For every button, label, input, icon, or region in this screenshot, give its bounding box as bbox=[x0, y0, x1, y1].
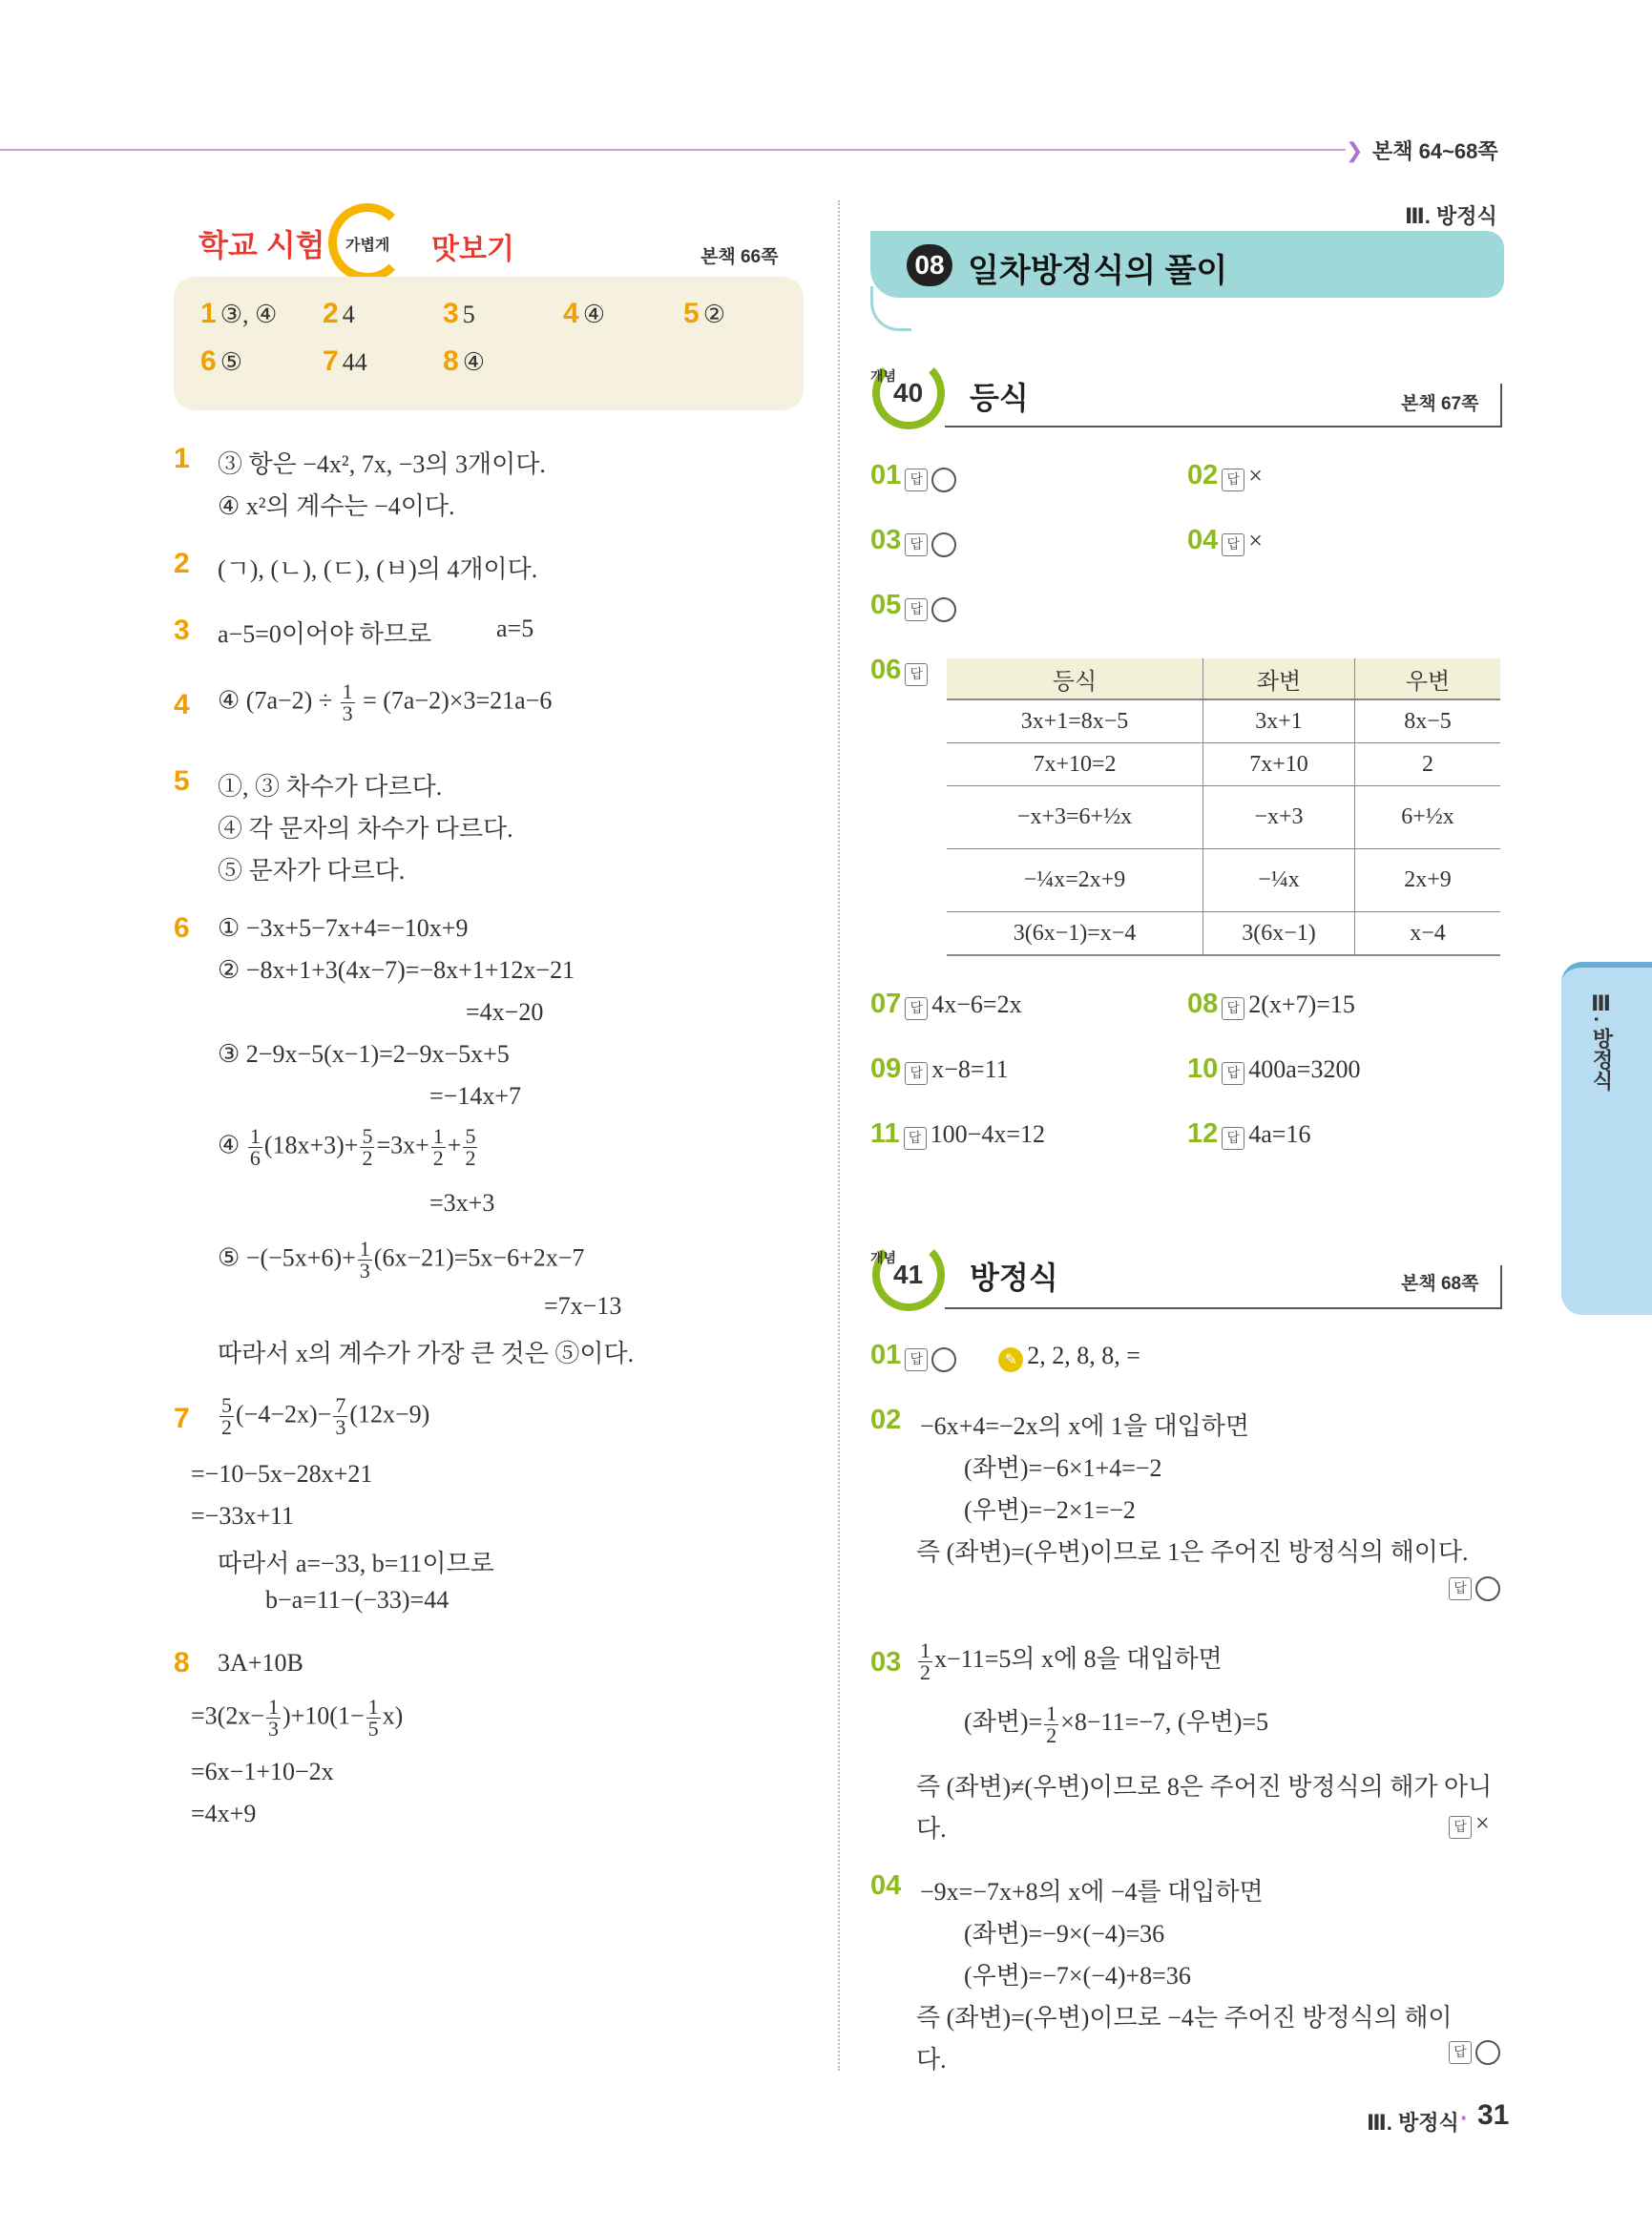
concept40-num: 40 bbox=[893, 378, 924, 407]
c40-q04: 04 답 × bbox=[1187, 525, 1263, 555]
c41-q02-line4: 즉 (좌변)=(우변)이므로 1은 주어진 방정식의 해이다. bbox=[916, 1538, 1469, 1566]
c41-q04-line2: (좌변)=−9×(−4)=36 bbox=[964, 1920, 1165, 1948]
side-tab-label: Ⅲ. 방정식 bbox=[1590, 992, 1614, 1092]
sol-num-6: 6 bbox=[174, 912, 190, 944]
sol6-line9: =7x−13 bbox=[544, 1292, 622, 1320]
sol7-line4: 따라서 a=−33, b=11이므로 bbox=[218, 1550, 494, 1577]
sol8-line2: =3(2x− $\frac{1}{3}$ )+10(1− $\frac{1}{5}$ x) bbox=[191, 1695, 404, 1741]
sol4-line: ④ (7a−2) ÷ $\frac{1}{3}$ = (7a−2)×3=21a−6 bbox=[218, 679, 553, 725]
concept41-label: 개념 bbox=[870, 1250, 897, 1265]
circle-mark-icon bbox=[1475, 1576, 1500, 1601]
column-divider bbox=[838, 200, 840, 2071]
table-row: 3x+1=8x−5 3x+1 8x−5 bbox=[947, 699, 1500, 743]
sol3-result: a=5 bbox=[496, 615, 534, 642]
answer-icon: 답 bbox=[905, 1062, 928, 1085]
sol2-line: (ㄱ), (ㄴ), (ㄷ), (ㅂ)의 4개이다. bbox=[218, 555, 538, 583]
header-ref: 본책 64~68쪽 bbox=[1372, 139, 1498, 163]
sol7-line2: =−10−5x−28x+21 bbox=[191, 1460, 373, 1488]
answer-icon: 답 bbox=[1449, 2041, 1472, 2064]
equation-table bbox=[947, 658, 1500, 956]
answer-icon: 답 bbox=[905, 469, 928, 491]
section-num: 08 bbox=[907, 244, 952, 286]
sol3-line: a−5=0이어야 하므로 bbox=[218, 620, 432, 648]
concept40-rule bbox=[945, 426, 1502, 427]
c41-q04-line4: 즉 (좌변)=(우변)이므로 −4는 주어진 방정식의 해이 bbox=[916, 2004, 1453, 2032]
sol6-line2: ② −8x+1+3(4x−7)=−8x+1+12x−21 bbox=[218, 956, 575, 984]
ans-4: 4 ④ bbox=[563, 298, 605, 329]
section-title: 일차방정식의 풀이 bbox=[968, 253, 1228, 289]
sol6-line4: ③ 2−9x−5(x−1)=2−9x−5x+5 bbox=[218, 1040, 510, 1068]
table-row: −x+3=6+½x −x+3 6+½x bbox=[947, 786, 1500, 849]
answer-icon: 답 bbox=[1449, 1577, 1472, 1600]
sol6-line3: =4x−20 bbox=[466, 998, 544, 1026]
c41-q03-num: 03 bbox=[870, 1647, 902, 1678]
quiz-title bbox=[199, 221, 325, 265]
title-part-1: 학교 시험 bbox=[199, 228, 325, 262]
c40-q10: 10 답 400a=3200 bbox=[1187, 1053, 1361, 1084]
sol1-line2: ④ x²의 계수는 −4이다. bbox=[218, 492, 455, 520]
footer-chapter: Ⅲ. 방정식 bbox=[1367, 2111, 1459, 2135]
c40-q09: 09 답 x−8=11 bbox=[870, 1053, 1009, 1084]
sol-num-1: 1 bbox=[174, 443, 190, 474]
sol8-line1: 3A+10B bbox=[218, 1649, 303, 1677]
header-rule bbox=[0, 149, 1346, 151]
sol6-line10: 따라서 x의 계수가 가장 큰 것은 ⑤이다. bbox=[218, 1340, 635, 1367]
sol-num-3: 3 bbox=[174, 615, 190, 646]
sol6-line7: =3x+3 bbox=[429, 1189, 495, 1217]
circle-mark-icon bbox=[931, 597, 956, 622]
concept40-title: 등식 bbox=[970, 381, 1029, 415]
sol8-line4: =4x+9 bbox=[191, 1800, 257, 1827]
quiz-ref: 본책 66쪽 bbox=[701, 247, 779, 267]
c41-q03-line4: 다. bbox=[916, 1815, 947, 1843]
table-header: 좌변 bbox=[1203, 658, 1355, 699]
answer-icon: 답 bbox=[904, 1127, 927, 1150]
answer-icon: 답 bbox=[1222, 1127, 1244, 1150]
c41-q04-num: 04 bbox=[870, 1870, 902, 1901]
answer-icon: 답 bbox=[1449, 1816, 1472, 1839]
ans-6: 6 ⑤ bbox=[200, 345, 242, 377]
c40-q02: 02 답 × bbox=[1187, 460, 1263, 490]
c41-q04-line5: 다. bbox=[916, 2046, 947, 2074]
ans-1: 1 ③, ④ bbox=[200, 298, 278, 329]
concept41-num: 41 bbox=[893, 1260, 924, 1289]
answer-icon: 답 bbox=[905, 598, 928, 621]
concept41-rule bbox=[945, 1307, 1502, 1309]
answer-icon: 답 bbox=[1222, 533, 1244, 556]
pencil-icon: ✎ bbox=[998, 1347, 1023, 1372]
title-part-3: 맛보기 bbox=[431, 234, 514, 265]
sol6-line1: ① −3x+5−7x+4=−10x+9 bbox=[218, 914, 469, 942]
c41-q02-num: 02 bbox=[870, 1405, 902, 1435]
footer-page-number: 31 bbox=[1477, 2099, 1510, 2131]
sol-num-4: 4 bbox=[174, 689, 190, 720]
circle-mark-icon bbox=[931, 468, 956, 492]
sol-num-2: 2 bbox=[174, 548, 190, 579]
table-row: −¼x=2x+9 −¼x 2x+9 bbox=[947, 849, 1500, 912]
sol-num-7: 7 bbox=[174, 1403, 190, 1434]
c41-q04-line3: (우변)=−7×(−4)+8=36 bbox=[964, 1962, 1191, 1990]
c41-q04-answer bbox=[1449, 2040, 1500, 2065]
sol6-line6: ④ $\frac{1}{6}$ (18x+3)+ $\frac{5}{2}$ =3x+ $\frac{1}{2}$ + $\frac{5}{2}$ bbox=[218, 1124, 476, 1170]
chapter-label: Ⅲ. 방정식 bbox=[1405, 204, 1497, 228]
c41-q03-line1: $\frac{1}{2}$ x−11=5의 x에 8을 대입하면 bbox=[920, 1637, 1223, 1684]
sol5-line2: ④ 각 문자의 차수가 다르다. bbox=[218, 815, 513, 843]
answer-icon: 답 bbox=[905, 1348, 928, 1371]
answer-icon: 답 bbox=[905, 997, 928, 1020]
ans-8: 8 ④ bbox=[443, 345, 485, 377]
table-row: 7x+10=2 7x+10 2 bbox=[947, 743, 1500, 786]
sol6-line8: ⑤ −(−5x+6)+ $\frac{1}{3}$ (6x−21)=5x−6+2x−7 bbox=[218, 1237, 585, 1282]
ans-3: 3 5 bbox=[443, 298, 475, 329]
concept40-ref: 본책 67쪽 bbox=[1401, 394, 1479, 414]
c41-q04-line1: −9x=−7x+8의 x에 −4를 대입하면 bbox=[920, 1878, 1264, 1906]
sol7-line5: b−a=11−(−33)=44 bbox=[265, 1586, 450, 1614]
c41-q03-answer: 답 × bbox=[1449, 1809, 1490, 1839]
answer-icon: 답 bbox=[905, 533, 928, 556]
c41-q02-answer bbox=[1449, 1576, 1500, 1601]
sol7-line1: $\frac{5}{2}$ (−4−2x)− $\frac{7}{3}$ (12x−9) bbox=[221, 1393, 430, 1439]
c41-q02-line3: (우변)=−2×1=−2 bbox=[964, 1496, 1136, 1524]
answer-icon: 답 bbox=[1222, 997, 1244, 1020]
table-row: 3(6x−1)=x−4 3(6x−1) x−4 bbox=[947, 912, 1500, 956]
ans-7: 7 44 bbox=[323, 345, 367, 377]
circle-mark-icon bbox=[931, 1347, 956, 1372]
concept40-rule-end bbox=[1500, 384, 1502, 427]
c41-q02-line1: −6x+4=−2x의 x에 1을 대입하면 bbox=[920, 1412, 1249, 1440]
answer-icon: 답 bbox=[1222, 469, 1244, 491]
concept40-label: 개념 bbox=[870, 368, 897, 384]
sol-num-5: 5 bbox=[174, 765, 190, 797]
sol5-line1: ①, ③ 차수가 다르다. bbox=[218, 773, 443, 801]
c40-q03: 03 답 bbox=[870, 525, 956, 557]
concept41-ref: 본책 68쪽 bbox=[1401, 1274, 1479, 1294]
sol-num-8: 8 bbox=[174, 1647, 190, 1678]
c40-q05: 05 답 bbox=[870, 590, 956, 622]
c41-q03-line2: (좌변)= $\frac{1}{2}$ ×8−11=−7, (우변)=5 bbox=[964, 1700, 1269, 1747]
answer-icon: 답 bbox=[1222, 1062, 1244, 1085]
c40-q12: 12 답 4a=16 bbox=[1187, 1118, 1311, 1149]
concept41-title: 방정식 bbox=[970, 1261, 1058, 1295]
c40-q08: 08 답 2(x+7)=15 bbox=[1187, 989, 1355, 1019]
title-part-2: 가볍게 bbox=[345, 238, 390, 254]
c40-q11: 11 답 100−4x=12 bbox=[870, 1118, 1045, 1149]
footer-dot: · bbox=[1460, 2103, 1469, 2132]
sol8-line3: =6x−1+10−2x bbox=[191, 1758, 334, 1785]
ans-5: 5 ② bbox=[683, 298, 725, 329]
c40-q06: 06 답 bbox=[870, 655, 931, 686]
c40-q01: 01 답 bbox=[870, 460, 956, 492]
c41-q03-line3: 즉 (좌변)≠(우변)이므로 8은 주어진 방정식의 해가 아니 bbox=[916, 1773, 1493, 1801]
concept41-rule-end bbox=[1500, 1265, 1502, 1309]
answer-icon: 답 bbox=[905, 663, 928, 686]
sol5-line3: ⑤ 문자가 다르다. bbox=[218, 857, 406, 885]
ans-2: 2 4 bbox=[323, 298, 355, 329]
circle-mark-icon bbox=[1475, 2040, 1500, 2065]
answer-box bbox=[174, 277, 804, 410]
header-arrow-icon: ❯ bbox=[1346, 139, 1364, 163]
sol1-line1: ③ 항은 −4x², 7x, −3의 3개이다. bbox=[218, 450, 546, 478]
c41-q02-line2: (좌변)=−6×1+4=−2 bbox=[964, 1454, 1162, 1482]
table-header: 우변 bbox=[1355, 658, 1501, 699]
c41-q01: 01 답 ✎ 2, 2, 8, 8, = bbox=[870, 1340, 1140, 1372]
section-banner-curl bbox=[870, 286, 911, 331]
sol6-line5: =−14x+7 bbox=[429, 1082, 521, 1110]
table-header: 등식 bbox=[947, 658, 1203, 699]
circle-mark-icon bbox=[931, 532, 956, 557]
sol7-line3: =−33x+11 bbox=[191, 1502, 295, 1530]
c40-q07: 07 답 4x−6=2x bbox=[870, 989, 1022, 1019]
